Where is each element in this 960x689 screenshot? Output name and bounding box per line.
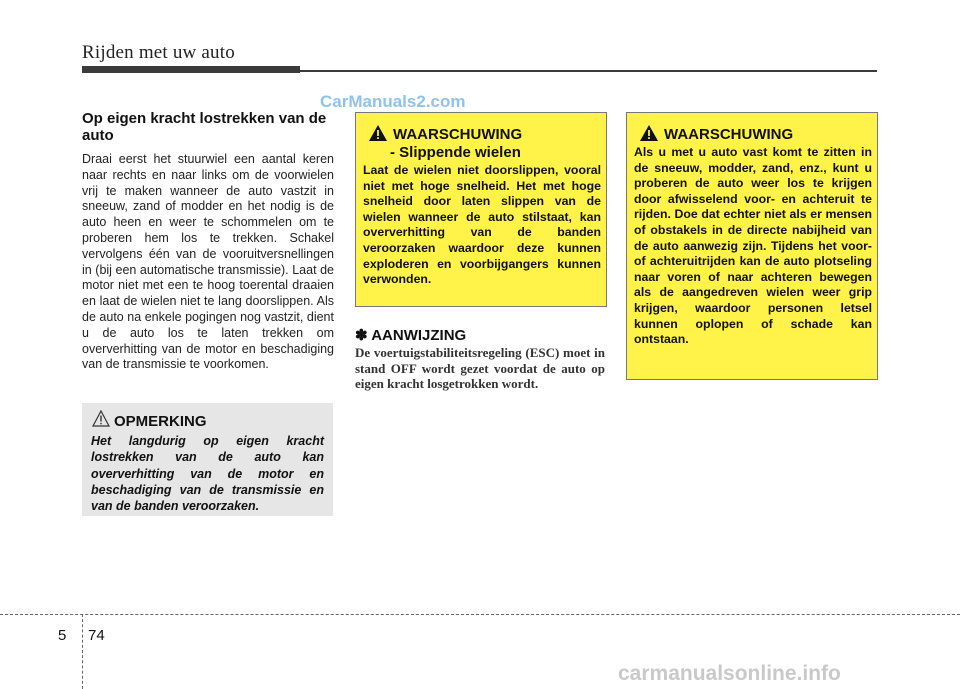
page-header-title: Rijden met uw auto	[82, 42, 235, 63]
note-box	[82, 403, 333, 516]
warning1-title: WAARSCHUWING	[393, 126, 523, 143]
warning-box-slippende-wielen	[355, 112, 607, 307]
warning1-body: Laat de wielen niet doorslippen, vooral niet met hoge snelheid. Het met hoge snelheid door laten slippen van de wielen wanneer de auto stilstaat, kan oververhitting van de banden veroorzaken waardoor deze kunnen exploderen en voorbijgangers kunnen verwonden.	[363, 163, 601, 287]
section-title: Op eigen kracht lostrekken van de auto	[82, 110, 327, 144]
header-rule	[300, 70, 877, 72]
warning2-body: Als u met u auto vast komt te zitten in de sneeuw, modder, zand, enz., kunt u proberen de auto weer los te krijgen door afwisselend voor- en achteruit te rijden. Doe dat echter niet als er mensen of obstakels in de directe nabijheid van de auto aanwezig zijn. Tijdens het voor- of achteruitrijden kan de auto plotseling naar voren of naar achteren bewegen als de aangedreven wielen weer grip krijgen, waardoor personen letsel kunnen oplopen of schade kan ontstaan.	[634, 145, 872, 347]
warning-triangle-icon	[368, 124, 388, 142]
caution-outline-triangle-icon	[92, 410, 110, 427]
footer-section-number: 5	[58, 627, 67, 644]
note-body: Het langdurig op eigen kracht lostrekken van de auto kan oververhitting van de motor en beschadiging van de transmissie en van de banden veroorzaken.	[91, 434, 324, 514]
warning2-title: WAARSCHUWING	[664, 126, 794, 143]
watermark-top: CarManuals2.com	[320, 92, 466, 111]
hint-symbol-icon: ✽	[355, 327, 368, 344]
hint-body: De voertuigstabiliteitsregeling (ESC) moet in stand OFF wordt gezet voordat de auto op eigen kracht losgetrokken wordt.	[355, 345, 605, 391]
warning-triangle-icon	[639, 124, 659, 142]
footer-page-number: 74	[88, 627, 105, 644]
warning1-subtitle: - Slippende wielen	[390, 144, 521, 161]
hint-title	[355, 326, 466, 344]
watermark-bottom: carmanualsonline.info	[618, 662, 841, 685]
footer-dashed-rule	[0, 614, 960, 615]
hint-title-text: AANWIJZING	[371, 327, 467, 344]
warning-box-vastzitten	[626, 112, 878, 380]
section-body: Draai eerst het stuurwiel een aantal keren naar rechts en naar links om de voorwielen vrij te maken wanneer de auto vastzit in sneeuw, zand of modder en het nodig is de auto heen en weer te schommelen om te proberen hem los te trekken. Schakel vervolgens één van de vooruitversnellingen in (bij een automatische transmissie). Laat de motor niet met een te hoog toerental draaien en laat de wielen niet te lang doorslippen. Als de auto na enkele pogingen nog vastzit, dient u de auto los te laten trekken om oververhitting van de motor en beschadiging van de transmissie te voorkomen.	[82, 152, 334, 372]
header-bar	[82, 66, 300, 73]
footer-dashed-divider	[82, 614, 83, 689]
note-title: OPMERKING	[114, 413, 207, 430]
